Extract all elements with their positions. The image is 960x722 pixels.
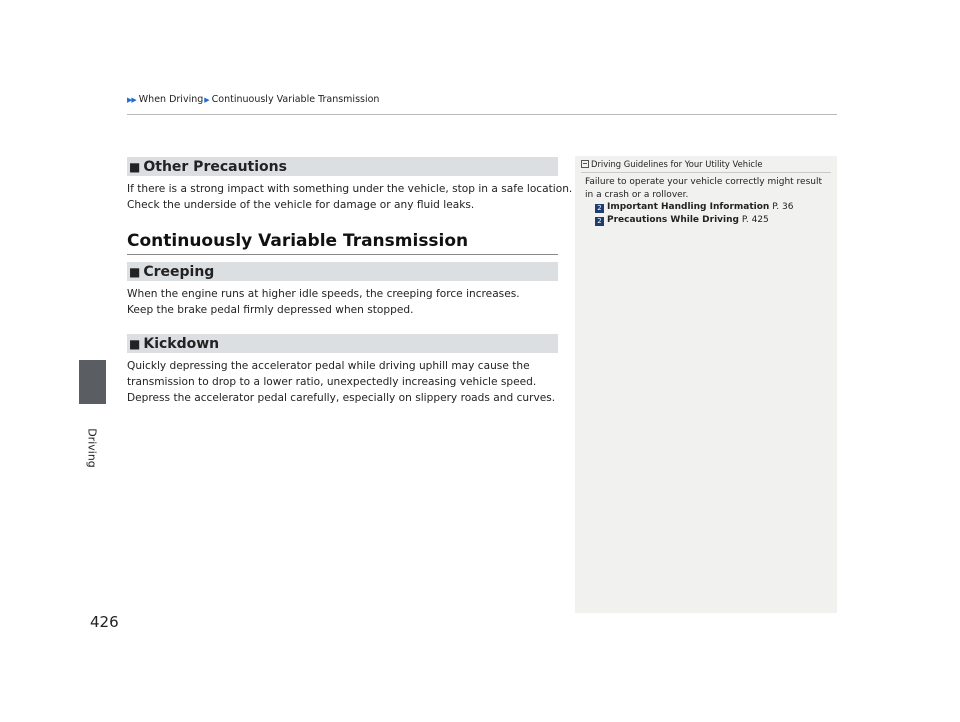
chapter-tab [79,360,106,404]
sidebar-note-body [585,176,830,226]
square-bullet-icon: ■ [129,264,141,279]
triangle-icon: ▶ [127,95,133,104]
paragraph-kickdown [127,358,567,406]
paragraph-line: If there is a strong impact with something under the vehicle, stop in a safe location. [127,183,573,195]
reference-arrow-icon: 2 [595,217,604,226]
section-header-label: Other Precautions [143,158,287,175]
breadcrumb [127,94,380,105]
paragraph-line: Keep the brake pedal firmly depressed when stopped. [127,304,414,316]
paragraph-line: Depress the accelerator pedal carefully, especially on slippery roads and curves. [127,392,556,404]
reference-arrow-icon: 2 [595,204,604,213]
sidebar-note-line: Failure to operate your vehicle correctly might result [585,177,823,187]
sidebar-note-heading [581,159,831,173]
note-icon [581,160,589,168]
section-header-creeping [127,262,558,281]
title-divider [127,254,558,255]
page-number: 426 [90,613,119,631]
section-header-label: Creeping [143,263,215,280]
cross-reference-title: Precautions While Driving [607,214,739,225]
cross-reference-page: P. 425 [741,214,769,225]
breadcrumb-item[interactable]: When Driving [138,94,204,105]
header-divider [127,114,837,115]
paragraph-line: Quickly depressing the accelerator pedal while driving uphill may cause the [127,360,530,372]
chapter-tab-label: Driving [85,428,99,468]
square-bullet-icon: ■ [129,159,141,174]
sidebar-note-heading-text: Driving Guidelines for Your Utility Vehicle [591,159,763,169]
paragraph-creeping [127,286,567,318]
section-header-label: Kickdown [143,335,220,352]
sidebar-note [575,156,837,613]
paragraph-line: transmission to drop to a lower ratio, unexpectedly increasing vehicle speed. [127,376,537,388]
square-bullet-icon: ■ [129,336,141,351]
triangle-icon: ▶ [131,95,137,104]
cross-reference-link[interactable] [585,201,830,214]
triangle-icon: ▶ [204,95,210,104]
section-header-other-precautions [127,157,558,176]
cross-reference-title: Important Handling Information [607,202,770,212]
sidebar-note-line: in a crash or a rollover. [585,189,689,200]
breadcrumb-item[interactable]: Continuously Variable Transmission [211,94,380,105]
page-title: Continuously Variable Transmission [127,231,469,251]
cross-reference-page: P. 36 [772,202,794,212]
paragraph-other-precautions [127,181,573,213]
paragraph-line: Check the underside of the vehicle for damage or any fluid leaks. [127,199,475,211]
section-header-kickdown [127,334,558,353]
paragraph-line: When the engine runs at higher idle speeds, the creeping force increases. [127,288,520,300]
cross-reference-link[interactable] [585,214,830,227]
